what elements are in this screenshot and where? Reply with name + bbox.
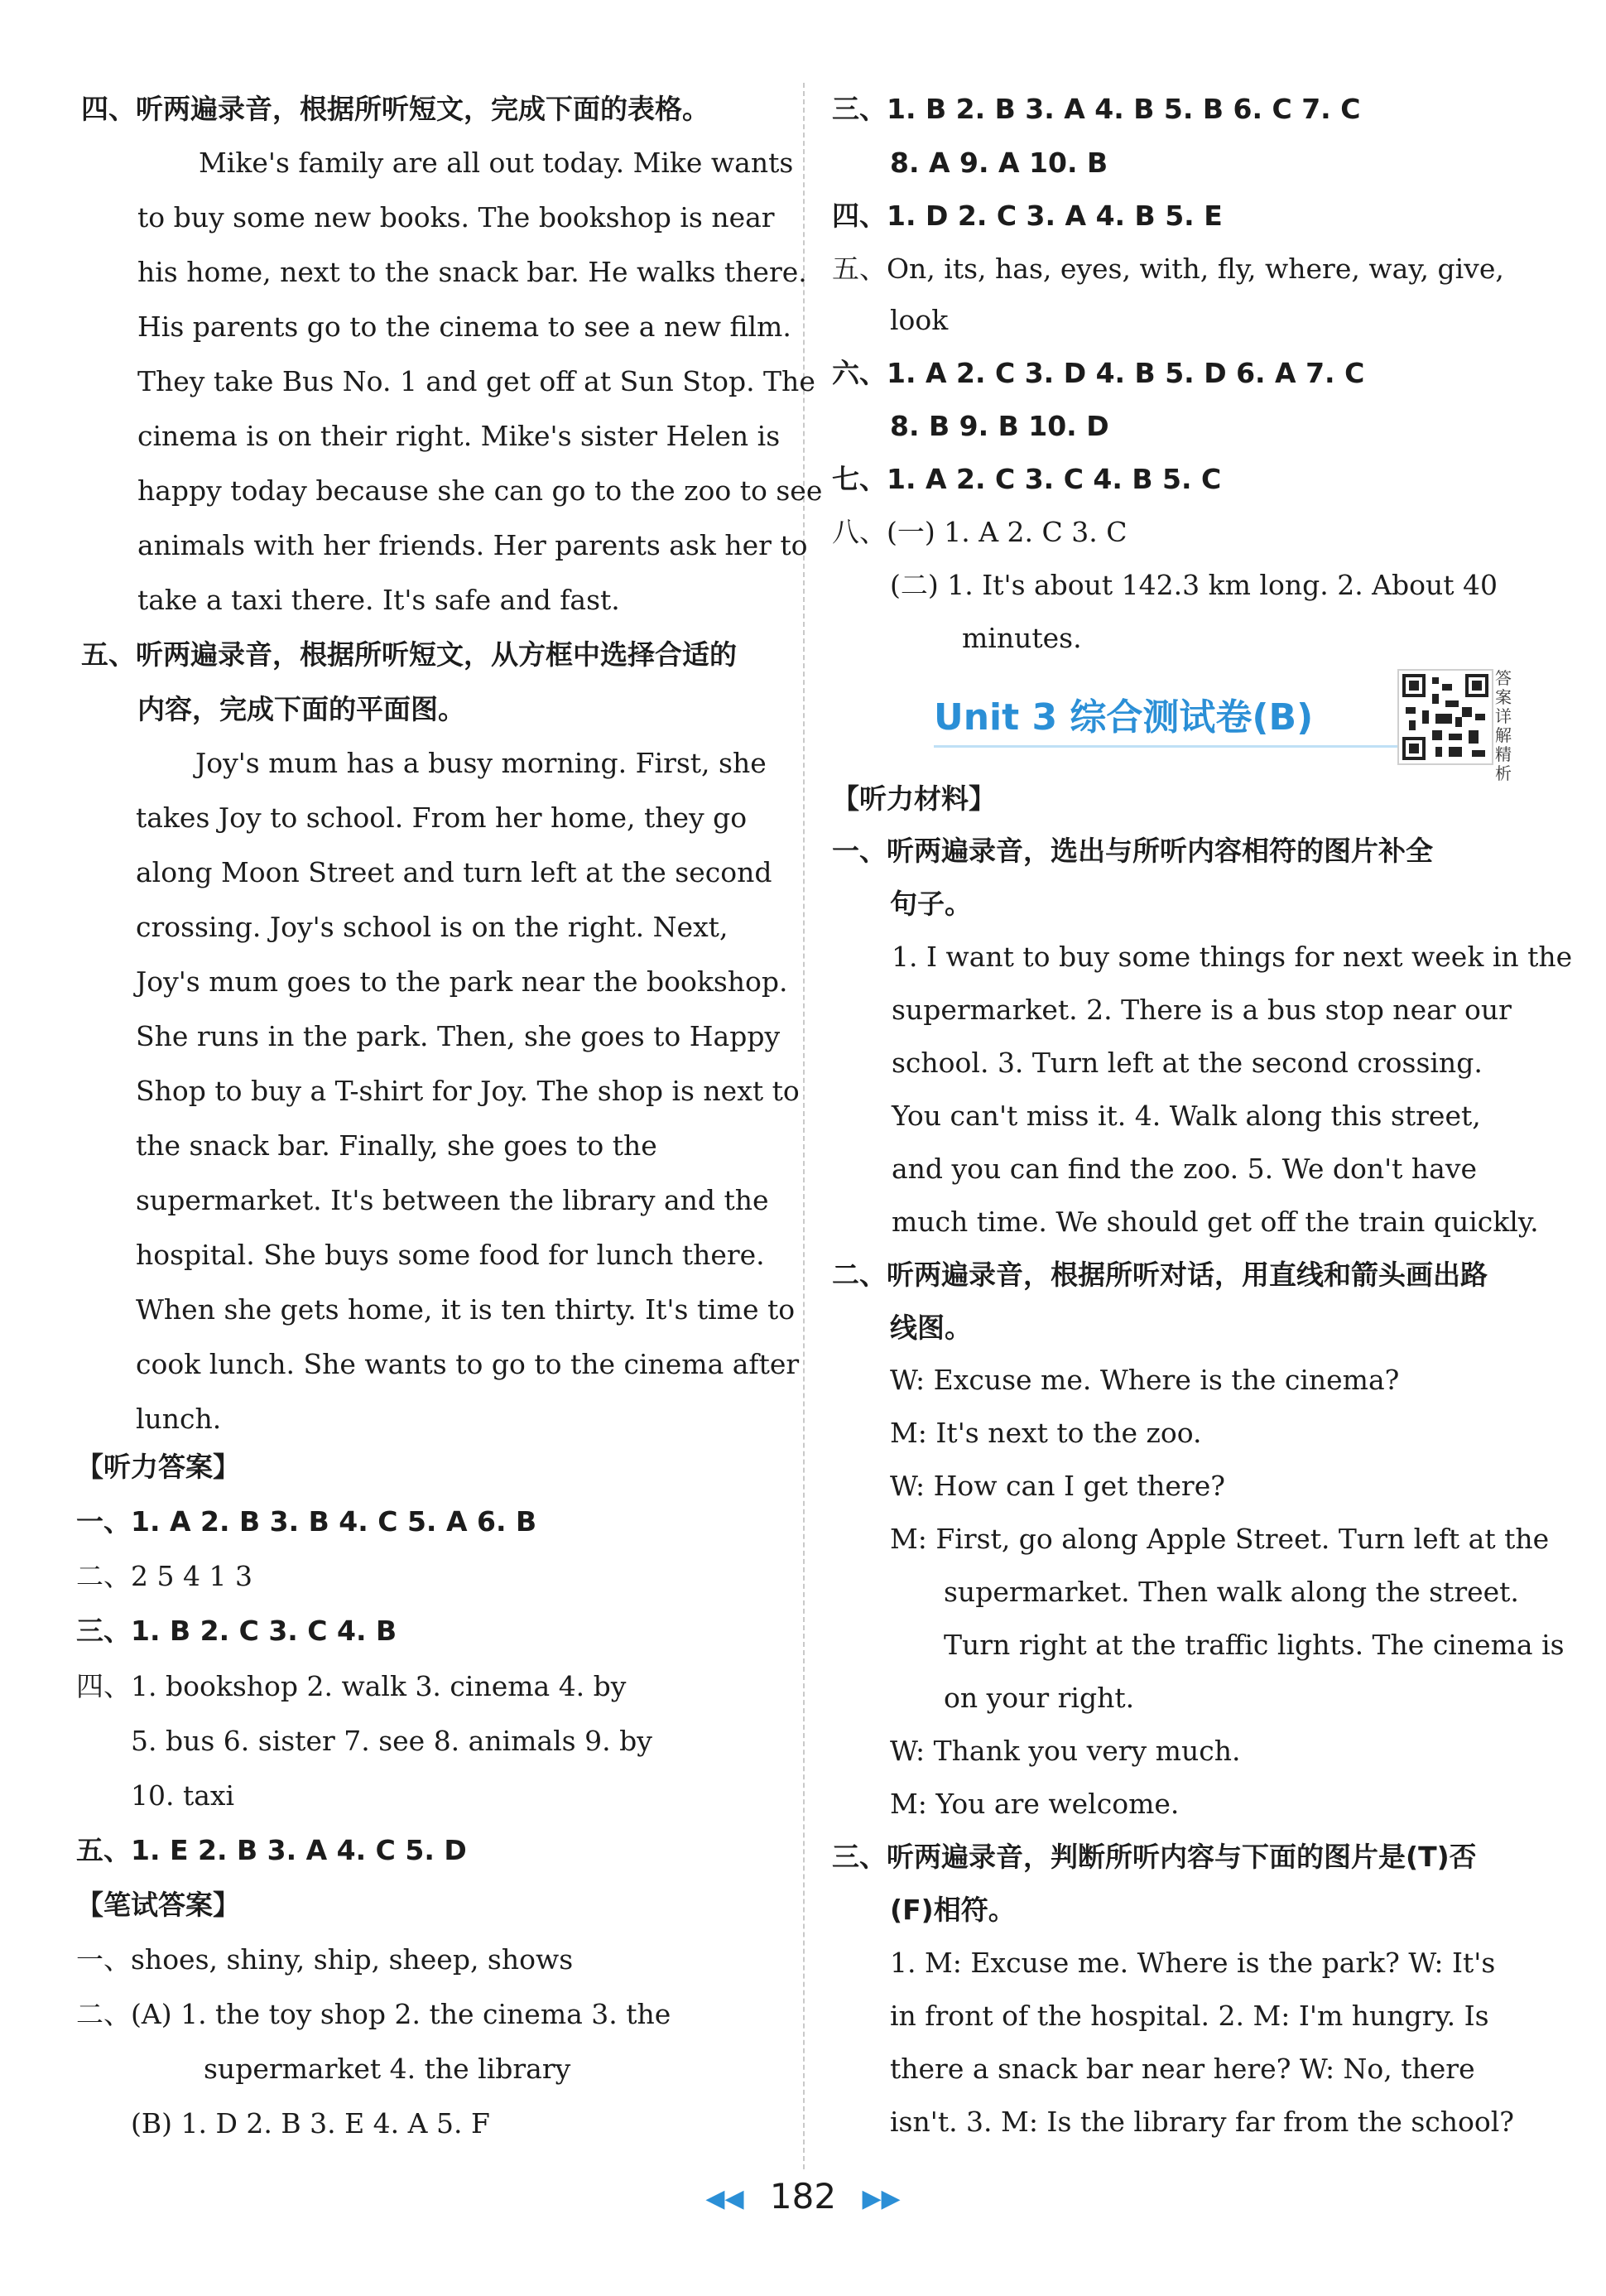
passage-line: the snack bar. Finally, she goes to the	[136, 1129, 657, 1162]
answer-line: (二) 1. It's about 142.3 km long. 2. About 40	[890, 569, 1498, 601]
answer-line: 四、1. bookshop 2. walk 3. cinema 4. by	[76, 1670, 627, 1702]
passage-line: Joy's mum has a busy morning. First, she	[195, 747, 767, 779]
passage-line: She runs in the park. Then, she goes to Happy	[136, 1020, 781, 1052]
qr-code-graphic	[1399, 671, 1492, 763]
question-1-title-cont: 句子。	[890, 888, 972, 920]
question-3-title-cont: (F)相符。	[890, 1894, 1016, 1926]
qr-label: 答案详解精析	[1495, 668, 1512, 783]
text-line: 1. M: Excuse me. Where is the park? W: It's	[890, 1947, 1496, 1979]
dialog-line: M: First, go along Apple Street. Turn left at the	[890, 1523, 1550, 1555]
dialog-line: Turn right at the traffic lights. The cinema is	[944, 1629, 1565, 1661]
passage-line: They take Bus No. 1 and get off at Sun Stop. The	[137, 365, 815, 397]
dialog-line: W: Excuse me. Where is the cinema?	[890, 1364, 1400, 1396]
text-line: isn't. 3. M: Is the library far from the school?	[890, 2106, 1514, 2138]
answer-line: 8. A 9. A 10. B	[890, 147, 1108, 179]
answer-line: 5. bus 6. sister 7. see 8. animals 9. by	[131, 1725, 652, 1757]
answer-line: 七、1. A 2. C 3. C 4. B 5. C	[832, 463, 1222, 495]
passage-line: Joy's mum goes to the park near the bookshop.	[136, 965, 788, 998]
answer-line: 二、(A) 1. the toy shop 2. the cinema 3. the	[76, 1998, 671, 2030]
passage-line: lunch.	[136, 1403, 222, 1435]
text-line: in front of the hospital. 2. M: I'm hungry. Is	[890, 2000, 1489, 2032]
answer-line: 二、2 5 4 1 3	[76, 1560, 252, 1592]
passage-line: supermarket. It's between the library and the	[136, 1184, 769, 1216]
answer-line: 8. B 9. B 10. D	[890, 410, 1109, 442]
prev-page-icon[interactable]: ◀◀	[705, 2184, 744, 2213]
answer-line: minutes.	[962, 622, 1082, 654]
answer-line: 三、1. B 2. B 3. A 4. B 5. B 6. C 7. C	[832, 93, 1361, 125]
written-answers-heading: 【笔试答案】	[76, 1889, 240, 1921]
question-2-title-cont: 线图。	[890, 1312, 972, 1344]
passage-line: Shop to buy a T-shirt for Joy. The shop is next to	[136, 1075, 800, 1107]
dialog-line: W: Thank you very much.	[890, 1735, 1241, 1767]
text-line: You can't miss it. 4. Walk along this street,	[892, 1100, 1481, 1132]
text-line: supermarket. 2. There is a bus stop near our	[892, 994, 1512, 1026]
page-number: 182	[769, 2176, 837, 2217]
passage-line: When she gets home, it is ten thirty. It's time to	[136, 1293, 796, 1326]
answer-line: 四、1. D 2. C 3. A 4. B 5. E	[832, 200, 1223, 232]
passage-line: his home, next to the snack bar. He walks there.	[137, 256, 807, 288]
answer-line: 六、1. A 2. C 3. D 4. B 5. D 6. A 7. C	[832, 357, 1365, 389]
section-5-title-cont: 内容，完成下面的平面图。	[137, 693, 465, 725]
dialog-line: W: How can I get there?	[890, 1470, 1225, 1502]
passage-line: happy today because she can go to the zoo to see	[137, 474, 823, 507]
dialog-line: M: You are welcome.	[890, 1788, 1180, 1820]
answer-line: 五、1. E 2. B 3. A 4. C 5. D	[76, 1834, 467, 1866]
passage-line: along Moon Street and turn left at the second	[136, 856, 772, 888]
answer-line: 五、On, its, has, eyes, with, fly, where, way, give,	[832, 253, 1504, 285]
answer-line: 三、1. B 2. C 3. C 4. B	[76, 1615, 397, 1647]
question-2-title: 二、听两遍录音，根据所听对话，用直线和箭头画出路	[832, 1259, 1488, 1291]
text-line: there a snack bar near here? W: No, there	[890, 2053, 1475, 2085]
passage-line: His parents go to the cinema to see a new film.	[137, 310, 791, 343]
section-4-title: 四、听两遍录音，根据所听短文，完成下面的表格。	[81, 93, 709, 125]
text-line: school. 3. Turn left at the second crossing.	[892, 1047, 1483, 1079]
answer-line: supermarket 4. the library	[204, 2053, 571, 2085]
dialog-line: on your right.	[944, 1682, 1135, 1714]
listening-answers-heading: 【听力答案】	[76, 1451, 240, 1483]
next-page-icon[interactable]: ▶▶	[862, 2184, 901, 2213]
text-line: and you can find the zoo. 5. We don't have	[892, 1153, 1478, 1185]
unit-title-underline	[934, 745, 1397, 748]
text-line: much time. We should get off the train quickly.	[892, 1206, 1539, 1238]
listening-material-heading: 【听力材料】	[832, 782, 996, 815]
passage-line: hospital. She buys some food for lunch there.	[136, 1239, 765, 1271]
answer-line: 一、shoes, shiny, ship, sheep, shows	[76, 1943, 574, 1976]
text-line: 1. I want to buy some things for next week in the	[892, 941, 1573, 973]
question-1-title: 一、听两遍录音，选出与所听内容相符的图片补全	[832, 835, 1433, 867]
answer-line: look	[890, 304, 949, 336]
answer-line: 10. taxi	[131, 1779, 235, 1812]
passage-line: take a taxi there. It's safe and fast.	[137, 584, 620, 616]
unit-title: Unit 3 综合测试卷(B)	[934, 696, 1314, 739]
passage-line: cinema is on their right. Mike's sister Helen is	[137, 420, 781, 452]
answer-line: 一、1. A 2. B 3. B 4. C 5. A 6. B	[76, 1505, 537, 1538]
dialog-line: supermarket. Then walk along the street.	[944, 1576, 1519, 1608]
question-3-title: 三、听两遍录音，判断所听内容与下面的图片是(T)否	[832, 1841, 1477, 1873]
passage-line: cook lunch. She wants to go to the cinema after	[136, 1348, 800, 1380]
page-footer	[0, 2176, 1606, 2217]
answer-line: (B) 1. D 2. B 3. E 4. A 5. F	[131, 2107, 490, 2140]
qr-code-icon[interactable]	[1397, 669, 1493, 765]
dialog-line: M: It's next to the zoo.	[890, 1417, 1202, 1449]
passage-line: Mike's family are all out today. Mike wants	[199, 147, 794, 179]
passage-line: to buy some new books. The bookshop is near	[137, 201, 775, 233]
passage-line: crossing. Joy's school is on the right. Next,	[136, 911, 728, 943]
answer-line: 八、(一) 1. A 2. C 3. C	[832, 516, 1128, 548]
section-5-title: 五、听两遍录音，根据所听短文，从方框中选择合适的	[81, 638, 737, 671]
passage-line: animals with her friends. Her parents ask her to	[137, 529, 808, 561]
passage-line: takes Joy to school. From her home, they go	[136, 801, 748, 834]
